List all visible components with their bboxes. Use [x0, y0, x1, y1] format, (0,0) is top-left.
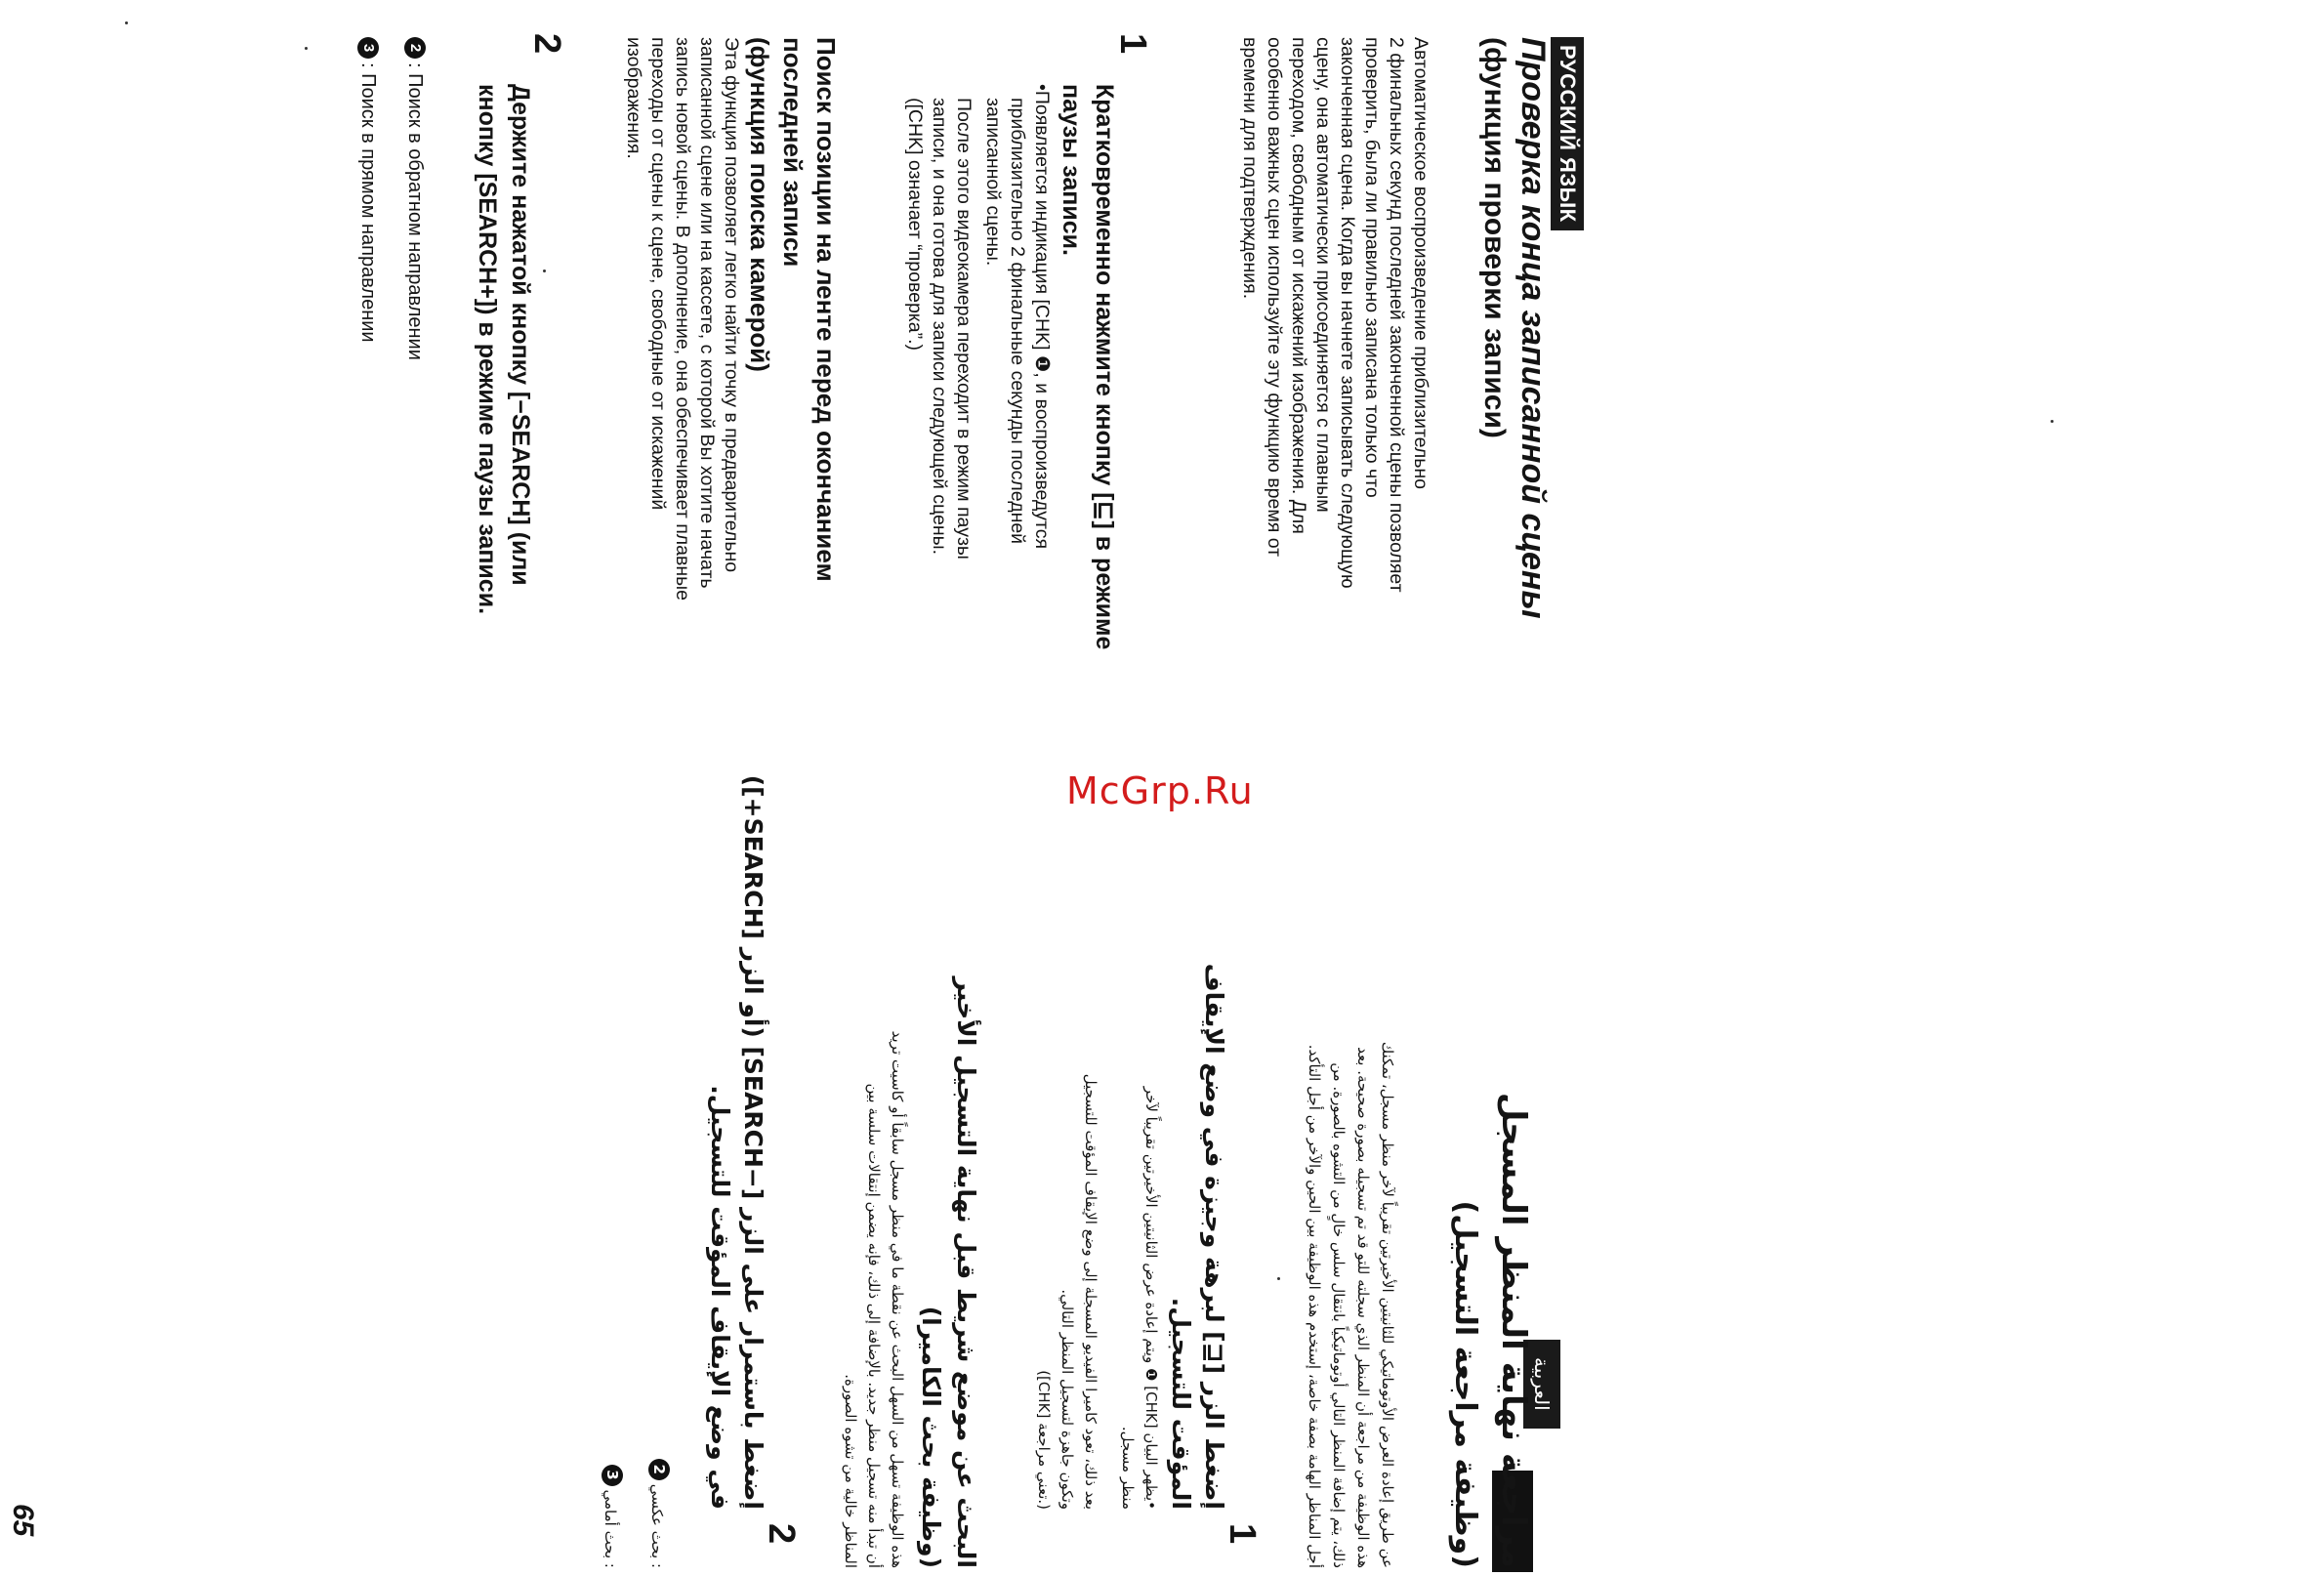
ru-step-2-line: Держите нажатой кнопку [−SEARCH] (или: [507, 84, 534, 586]
ru-section-2-title: (функция поиска камерой): [745, 37, 774, 372]
scan-speck: [543, 270, 546, 272]
ru-title: Проверка конца записанной сцены: [1515, 37, 1552, 619]
ru-intro-line: Автоматическое воспроизведение приблизительно: [1410, 37, 1432, 490]
ru-section-2-line: записанной сцене или на кассете, с которой Вы хотите начать: [696, 37, 718, 589]
ru-intro-line: переходом, свободным от искажений изображения. Для: [1288, 37, 1309, 534]
circled-number-3-icon: 3: [357, 37, 379, 59]
ar-search-reverse-text: : بحث عكسي: [648, 1483, 666, 1568]
watermark: McGrp.Ru: [1066, 769, 1254, 812]
ru-step-1-bullet-line: записи, и она готова для записи следующей сцены.: [929, 98, 950, 556]
ru-step-2-line: кнопку [SEARCH+]) в режиме паузы записи.: [474, 84, 501, 615]
scan-speck: [305, 47, 308, 50]
ru-subtitle: (функция проверки записи): [1478, 37, 1511, 438]
ru-step-1-bullet-line: После этого видеокамера переходит в режим паузы: [953, 98, 975, 560]
ru-section-2-line: изображения.: [623, 37, 644, 159]
ar-step-1-detail-line: وتكون جاهزة لتسجيل المنظر التالي.: [1058, 1289, 1076, 1510]
ar-step-1-detail-line: منظر مسجل.: [1119, 1426, 1137, 1510]
ar-section-2-title: البحث عن موضع شريط قبل نهاية التسجيل الأخير: [952, 976, 980, 1568]
ar-language-badge: العربية: [1523, 1340, 1560, 1429]
scan-speck: [125, 21, 128, 24]
ru-search-forward-item: [357, 37, 379, 343]
ru-language-badge: РУССКИЙ ЯЗЫК: [1551, 37, 1584, 230]
ar-intro-line: هذه الوظيفة من مراجعة أن المنظر الذي سجلته للتو قد تم تسجيله بصورة صحيحة. بعد: [1354, 1047, 1372, 1568]
ru-intro-line: особенно важных сцен используйте эту функцию время от: [1264, 37, 1285, 558]
ru-section-2-line: запись новой сцены. В дополнение, она обеспечивает плавные: [672, 37, 693, 601]
circled-number-2-icon: 2: [648, 1459, 670, 1480]
ru-intro-line: проверить, была ли правильно записана только что: [1361, 37, 1383, 498]
scan-speck: [1277, 1277, 1280, 1280]
ru-step-1-number: 1: [1112, 33, 1153, 55]
circled-number-2-icon: 2: [404, 37, 426, 59]
ru-search-reverse-text: : Поиск в обратном направлении: [404, 62, 426, 360]
ru-intro-line: сцену, она автоматически присоединяется с плавным: [1312, 37, 1334, 513]
ru-intro-line: 2 финальных секунд последней законченной сцены позволяет: [1386, 37, 1407, 593]
ar-section-2-line: المناظر خالية من تشوه الصورة.: [842, 1374, 859, 1568]
ru-step-1-bullet-line: приблизительно 2 финальные секунды последней: [1007, 98, 1028, 545]
ar-title: مراجعة نهاية المنظر المسجل: [1494, 1092, 1533, 1568]
ar-search-reverse-item: [646, 1377, 670, 1568]
ru-search-reverse-item: [404, 37, 426, 360]
ru-intro-line: времени для подтверждения.: [1239, 37, 1261, 300]
ru-step-1-line: паузы записи.: [1058, 84, 1085, 256]
ar-section-2-line: أن تبدأ منه تسجيل منظر جديد. بالإضافة إلى ذلك، فإنه يضمن إنتقالات سلسة بين: [865, 1083, 883, 1568]
ar-step-1-line: إضغط الزر [⊑] لبرهة وجيزة في وضع الإيقاف: [1200, 963, 1228, 1510]
ru-step-1-line: Кратковременно нажмите кнопку [⊑] в режиме: [1091, 84, 1118, 650]
page-number: 65: [7, 1504, 39, 1537]
scan-speck: [2051, 420, 2054, 423]
ru-section-2-title: последней записи: [778, 37, 808, 268]
ar-step-2-number: 2: [761, 1523, 802, 1545]
ar-step-1-detail-line: ([CHK] تعني مراجعة.): [1035, 1370, 1053, 1510]
ar-step-2-line: في وضع الإيقاف المؤقت للتسجيل.: [706, 1085, 734, 1510]
ar-step-1-line: المؤقت للتسجيل.: [1167, 1297, 1195, 1510]
ar-search-forward-text: : بحث أمامي: [602, 1489, 619, 1568]
ar-step-2-line: إضغط باستمرار على الزر [−SEARCH] (أو الزر [SEARCH+]): [739, 774, 768, 1510]
ru-intro-line: законченная сцена. Когда вы начнете записывать следующую: [1337, 37, 1358, 589]
ru-step-1-bullet-line: ([CHK] означает “проверка”.): [904, 98, 926, 352]
ru-section-2-title: Поиск позиции на ленте перед окончанием: [811, 37, 841, 582]
ar-intro-line: عن طريق إعادة العرض الأوتوماتيكي للثانيتين الأخيرتين تقريباً لآخر منظر مسجل، تمكنك: [1379, 1041, 1396, 1568]
ar-step-1-detail-line: •يظهر البيان [CHK] ❶ ويتم إعادة عرض الثانيتين الأخيرتين تقريباً لآخر: [1142, 1086, 1160, 1510]
ar-step-1-number: 1: [1222, 1523, 1263, 1545]
ar-intro-line: أجل المناظر الهامة بصفة خاصة، إستخدم هذه الوظيفة بين الحين والآخر من أجل التأكد.: [1306, 1044, 1323, 1568]
ar-intro-line: ذلك، يتم إضافة المنظر التالي أوتوماتيكياً بانتقال سلس خالٍ من التشوه بالصورة. من: [1330, 1062, 1348, 1568]
ar-search-forward-item: [600, 1377, 623, 1568]
ru-step-1-bullet-line: записанной сцены.: [982, 98, 1004, 267]
ru-section-2-line: Эта функция позволяет легко найти точку в предварительно: [721, 37, 742, 573]
ar-subtitle: (وظيفة مراجعة التسجيل): [1448, 1200, 1482, 1568]
ar-step-1-detail-line: بعد ذلك، تعود كاميرا الفيديو المسجلة إلى وضع الإيقاف المؤقت للتسجيل: [1082, 1073, 1100, 1510]
ru-step-2-number: 2: [526, 33, 567, 55]
ru-section-2-line: переходы от сцены к сцене, свободные от искажений: [647, 37, 669, 511]
ru-search-forward-text: : Поиск в прямом направлении: [357, 62, 379, 343]
ar-section-2-line: هذه الوظيفة تسهل من السهل البحث عن نقطة ما في منظر مسجل سابقاً أو كاسيت تريد: [889, 1030, 906, 1568]
ru-step-1-bullet-line: •Появляется индикация [CHK] ❶, и воспроизведутся: [1031, 84, 1053, 550]
circled-number-3-icon: 3: [602, 1465, 623, 1486]
ar-section-2-title: (وظيفة بحث الكاميرا): [917, 1306, 945, 1568]
